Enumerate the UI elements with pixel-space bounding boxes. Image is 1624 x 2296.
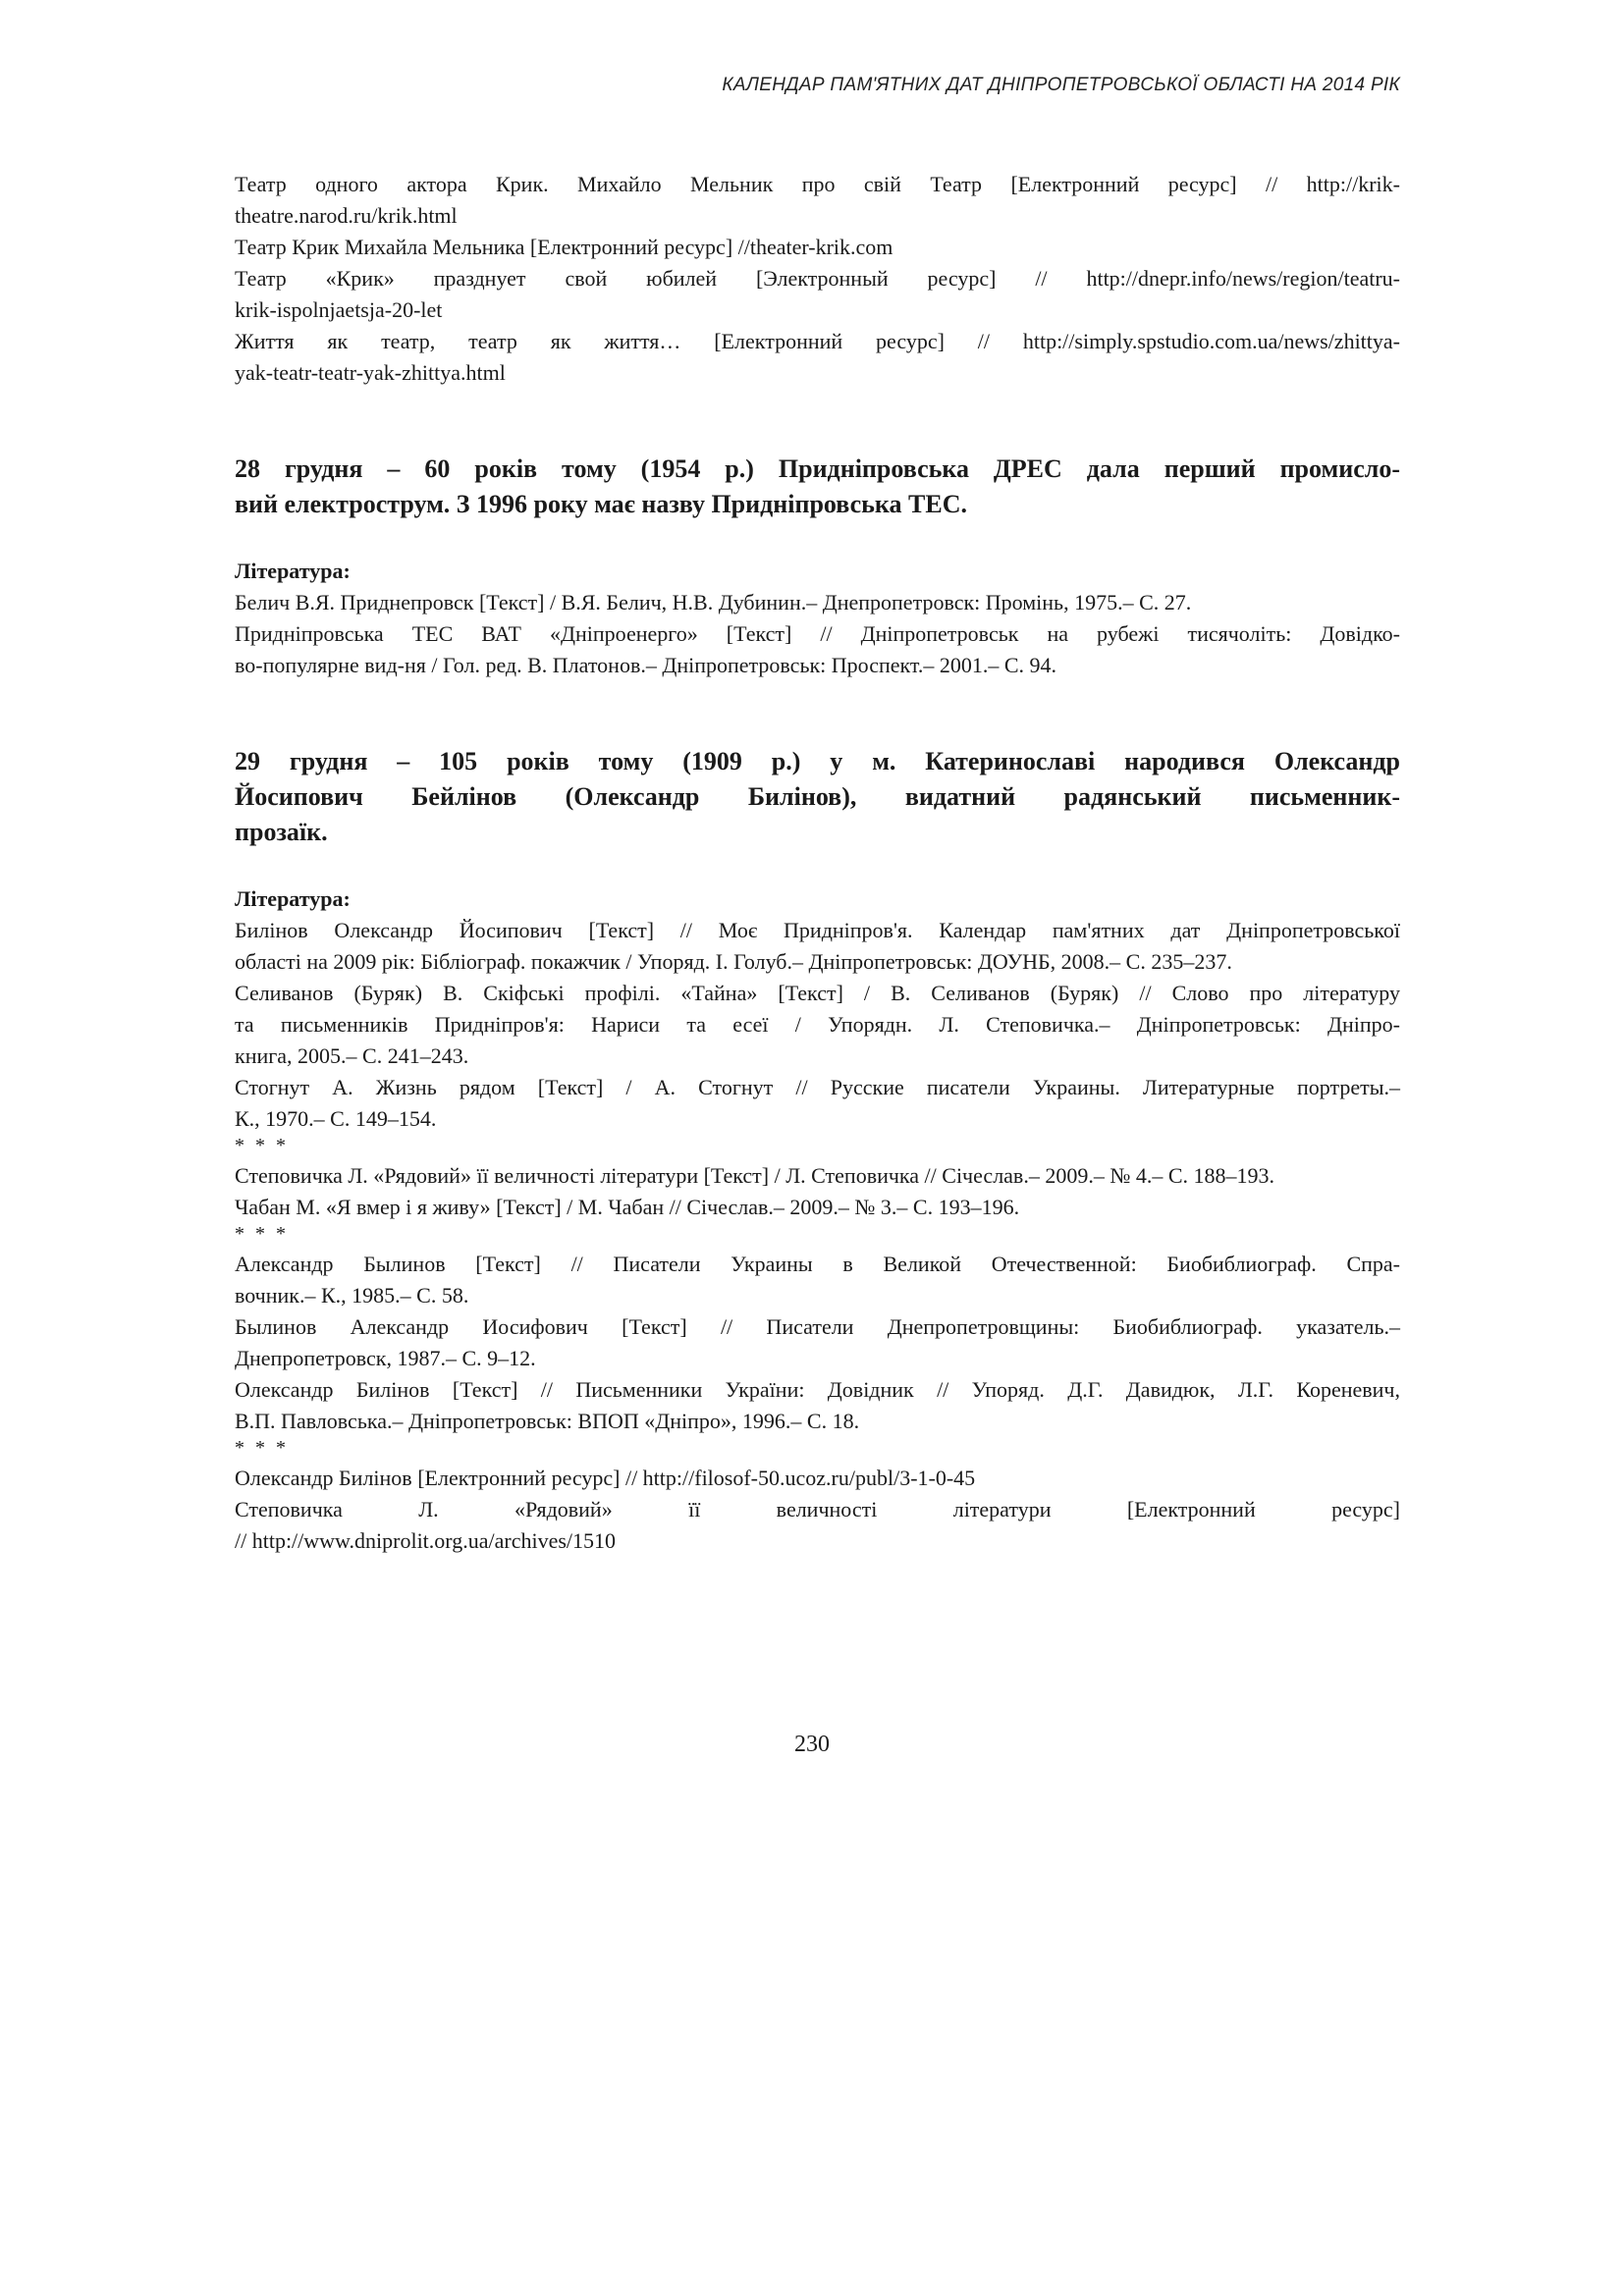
- reference-line: Придніпровська ТЕС ВАТ «Дніпроенерго» [Текст] // Дніпропетровськ на рубежі тисячоліть: Довідко-: [235, 621, 1400, 646]
- reference-line: Театр «Крик» празднует свой юбилей [Электронный ресурс] // http://dnepr.info/news/region/teatru-: [235, 266, 1400, 291]
- reference-line: // http://www.dniprolit.org.ua/archives/1510: [235, 1528, 617, 1553]
- spacer: [235, 850, 1400, 883]
- section-power-station: [235, 452, 1400, 681]
- reference-line: Селиванов (Буряк) В. Скіфські профілі. «Тайна» [Текст] / В. Селиванов (Буряк) // Слово про літературу: [235, 981, 1400, 1005]
- separator-stars: * * *: [235, 1223, 289, 1245]
- section-heading: 29 грудня – 105 років тому (1909 р.) у м. Катеринославі народився Олександр: [235, 747, 1400, 775]
- reference-line: Былинов Александр Иосифович [Текст] // Писатели Днепропетровщины: Биобиблиограф. указатель.–: [235, 1314, 1400, 1339]
- section-heading: Йосипович Бейлінов (Олександр Билінов), видатний радянський письменник-: [235, 782, 1400, 811]
- reference-line: Билінов Олександр Йосипович [Текст] // Моє Придніпров'я. Календар пам'ятних дат Дніпропетровської: [235, 918, 1400, 942]
- top-references: [235, 169, 1400, 389]
- reference-line: та письменників Придніпров'я: Нариси та есеї / Упорядн. Л. Степовичка.– Дніпропетровськ: Дніпро-: [235, 1012, 1400, 1037]
- reference-line: Александр Былинов [Текст] // Писатели Украины в Великой Отечественной: Биобиблиограф. Спра-: [235, 1252, 1400, 1276]
- reference-line: Днепропетровск, 1987.– С. 9–12.: [235, 1346, 536, 1370]
- reference-line: Белич В.Я. Приднепровск [Текст] / В.Я. Белич, Н.В. Дубинин.– Днепропетровск: Промінь, 1975.– С. 27.: [235, 590, 1192, 614]
- reference-line: Життя як театр, театр як життя… [Електронний ресурс] // http://simply.spstudio.com.ua/news/zhittya-: [235, 329, 1400, 353]
- section-heading: прозаїк.: [235, 818, 328, 846]
- running-header: КАЛЕНДАР ПАМ'ЯТНИХ ДАТ ДНІПРОПЕТРОВСЬКОЇ ОБЛАСТІ НА 2014 РІК: [722, 75, 1400, 95]
- section-bilinov: [235, 744, 1400, 1557]
- reference-line: Стогнут А. Жизнь рядом [Текст] / А. Стогнут // Русские писатели Украины. Литературные портреты.–: [235, 1075, 1400, 1099]
- section-heading: вий електрострум. З 1996 року має назву Придніпровська ТЕС.: [235, 490, 967, 518]
- spacer: [235, 522, 1400, 556]
- reference-line: yak-teatr-teatr-yak-zhittya.html: [235, 360, 506, 385]
- reference-line: Театр одного актора Крик. Михайло Мельник про свій Театр [Електронний ресурс] // http://krik-: [235, 172, 1400, 196]
- section-heading: 28 грудня – 60 років тому (1954 р.) Придніпровська ДРЕС дала перший промисло-: [235, 454, 1400, 483]
- reference-line: Чабан М. «Я вмер і я живу» [Текст] / М. Чабан // Січеслав.– 2009.– № 3.– С. 193–196.: [235, 1195, 1020, 1219]
- reference-line: області на 2009 рік: Бібліограф. покажчик / Упоряд. І. Голуб.– Дніпропетровськ: ДОУНБ, 2008.– С. 235–237.: [235, 949, 1232, 974]
- reference-line: В.П. Павловська.– Дніпропетровськ: ВПОП «Дніпро», 1996.– С. 18.: [235, 1409, 860, 1433]
- page-content: [235, 169, 1400, 1557]
- spacer: [235, 681, 1400, 744]
- literature-label: Література:: [235, 886, 351, 911]
- reference-line: во-популярне вид-ня / Гол. ред. В. Платонов.– Дніпропетровськ: Проспект.– 2001.– С. 94.: [235, 653, 1057, 677]
- literature-label: Література:: [235, 559, 351, 583]
- reference-line: книга, 2005.– С. 241–243.: [235, 1043, 469, 1068]
- reference-line: К., 1970.– С. 149–154.: [235, 1106, 437, 1131]
- reference-line: Олександр Билінов [Електронний ресурс] // http://filosof-50.ucoz.ru/publ/3-1-0-45: [235, 1466, 976, 1490]
- reference-line: вочник.– К., 1985.– С. 58.: [235, 1283, 469, 1308]
- separator-stars: * * *: [235, 1135, 289, 1156]
- reference-line: Степовичка Л. «Рядовий» її величності літератури [Електронний ресурс]: [235, 1497, 1400, 1522]
- reference-line: Олександр Билінов [Текст] // Письменники України: Довідник // Упоряд. Д.Г. Давидюк, Л.Г. Кореневич,: [235, 1377, 1400, 1402]
- reference-line: theatre.narod.ru/krik.html: [235, 203, 458, 228]
- reference-line: krik-ispolnjaetsja-20-let: [235, 297, 443, 322]
- reference-line: Театр Крик Михайла Мельника [Електронний ресурс] //theater-krik.com: [235, 235, 893, 259]
- reference-line: Степовичка Л. «Рядовий» її величності літератури [Текст] / Л. Степовичка // Січеслав.– 2009.– № 4.– С. 188–193.: [235, 1163, 1274, 1188]
- page-number: 230: [794, 1732, 830, 1757]
- spacer: [235, 389, 1400, 452]
- separator-stars: * * *: [235, 1437, 289, 1459]
